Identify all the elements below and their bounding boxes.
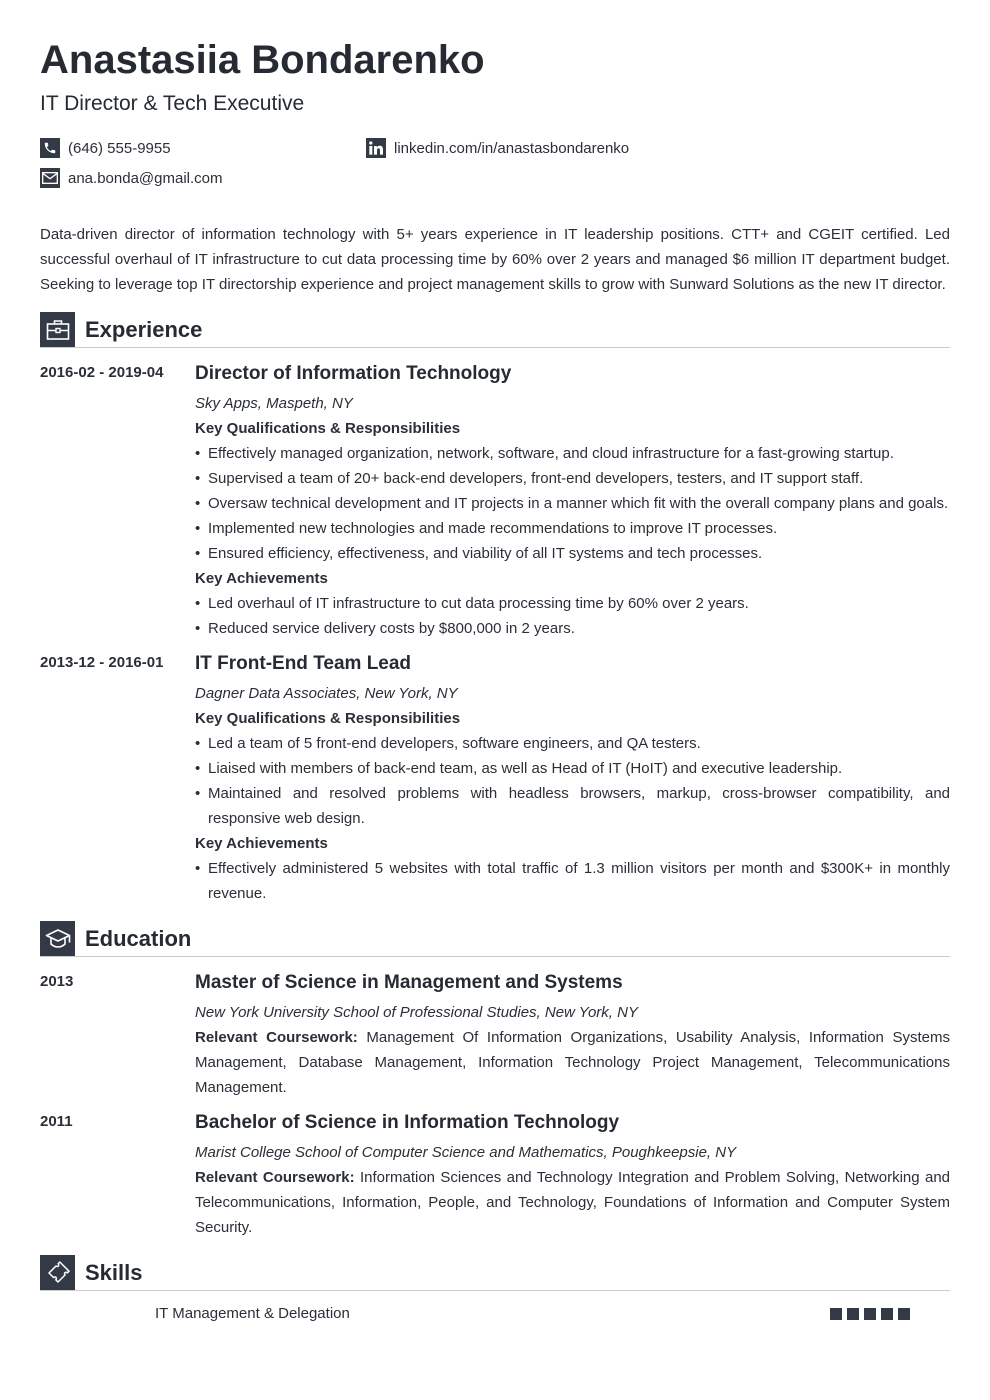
contact-phone — [40, 138, 171, 158]
coursework-label: Relevant Coursework: — [195, 1029, 358, 1046]
candidate-name: Anastasiia Bondarenko — [40, 38, 485, 82]
education-section-header — [40, 921, 950, 957]
skill-level-square — [864, 1308, 876, 1320]
skill-level-square — [898, 1308, 910, 1320]
qualifications-list — [195, 731, 950, 831]
experience-section-header — [40, 312, 950, 348]
qualifications-heading: Key Qualifications & Responsibilities — [195, 710, 461, 727]
candidate-role: IT Director & Tech Executive — [40, 92, 305, 115]
coursework-text: Information Sciences and Technology Integration and Problem Solving, Networking and Telecommunications, Information, People, and Technology, Foundations of Information and Computer System Security. — [195, 1169, 950, 1236]
contact-linkedin — [366, 138, 629, 158]
list-item: • Maintained and resolved problems with headless browsers, markup, cross-browser compatibility, and responsive web design. — [195, 781, 950, 831]
school-name: New York University School of Professional Studies, New York, NY — [195, 1004, 638, 1021]
entry-date: 2016-02 - 2019-04 — [40, 364, 164, 381]
coursework — [195, 1025, 950, 1100]
email-text[interactable]: ana.bonda@gmail.com — [68, 169, 223, 187]
qualifications-heading: Key Qualifications & Responsibilities — [195, 420, 461, 437]
list-item: • Effectively administered 5 websites with total traffic of 1.3 million visitors per month and $300K+ in monthly revenue. — [195, 856, 950, 906]
achievements-list — [195, 856, 950, 906]
coursework-label: Relevant Coursework: — [195, 1169, 355, 1186]
degree-title: Master of Science in Management and Systems — [195, 972, 623, 993]
coursework — [195, 1165, 950, 1240]
skill-name: IT Management & Delegation — [155, 1305, 350, 1322]
briefcase-icon — [40, 312, 75, 347]
graduation-cap-icon — [40, 921, 75, 956]
list-item: • Effectively managed organization, network, software, and cloud infrastructure for a fast-growing startup. — [195, 441, 950, 466]
skill-level-meter — [825, 1308, 910, 1320]
education-heading: Education — [85, 926, 192, 951]
skills-heading: Skills — [85, 1260, 143, 1285]
skill-level-square — [847, 1308, 859, 1320]
list-item: • Implemented new technologies and made recommendations to improve IT processes. — [195, 516, 950, 541]
list-item: • Led a team of 5 front-end developers, software engineers, and QA testers. — [195, 731, 950, 756]
phone-icon — [40, 138, 60, 158]
entry-date: 2011 — [40, 1113, 73, 1130]
experience-heading: Experience — [85, 317, 203, 342]
skills-section-header — [40, 1255, 950, 1291]
skill-level-square — [830, 1308, 842, 1320]
email-icon — [40, 168, 60, 188]
school-name: Marist College School of Computer Science and Mathematics, Poughkeepsie, NY — [195, 1144, 737, 1161]
qualifications-list — [195, 441, 950, 566]
contact-email — [40, 168, 222, 188]
list-item: • Led overhaul of IT infrastructure to cut data processing time by 60% over 2 years. — [195, 591, 950, 616]
job-company: Dagner Data Associates, New York, NY — [195, 685, 458, 702]
job-title: IT Front-End Team Lead — [195, 653, 412, 674]
list-item: • Ensured efficiency, effectiveness, and viability of all IT systems and tech processes. — [195, 541, 950, 566]
degree-title: Bachelor of Science in Information Technology — [195, 1112, 620, 1133]
list-item: • Oversaw technical development and IT projects in a manner which fit with the overall company plans and goals. — [195, 491, 950, 516]
achievements-list — [195, 591, 950, 641]
puzzle-piece-icon — [40, 1255, 75, 1290]
phone-text: (646) 555-9955 — [68, 139, 171, 157]
list-item: • Liaised with members of back-end team, as well as Head of IT (HoIT) and executive leadership. — [195, 756, 950, 781]
entry-date: 2013-12 - 2016-01 — [40, 654, 164, 671]
list-item: • Reduced service delivery costs by $800,000 in 2 years. — [195, 616, 950, 641]
achievements-heading: Key Achievements — [195, 835, 328, 852]
profile-summary: Data-driven director of information technology with 5+ years experience in IT leadership positions. CTT+ and CGEIT certified. Led successful overhaul of IT infrastructure to cut data processing time by 60% over 2 years and managed $6 million IT department budget. Seeking to leverage top IT directorship experience and project management skills to grow with Sunward Solutions as the new IT director. — [40, 226, 950, 293]
skill-level-square — [881, 1308, 893, 1320]
linkedin-icon — [366, 138, 386, 158]
job-company: Sky Apps, Maspeth, NY — [195, 395, 353, 412]
list-item: • Supervised a team of 20+ back-end developers, front-end developers, testers, and IT support staff. — [195, 466, 950, 491]
linkedin-text[interactable]: linkedin.com/in/anastasbondarenko — [394, 139, 630, 157]
coursework-text: Management Of Information Organizations, Usability Analysis, Information Systems Management, Database Management, Information Technology Project Management, Telecommunications Management. — [195, 1029, 950, 1096]
skill-row — [155, 1303, 910, 1325]
achievements-heading: Key Achievements — [195, 570, 328, 587]
job-title: Director of Information Technology — [195, 363, 512, 384]
entry-date: 2013 — [40, 973, 74, 990]
